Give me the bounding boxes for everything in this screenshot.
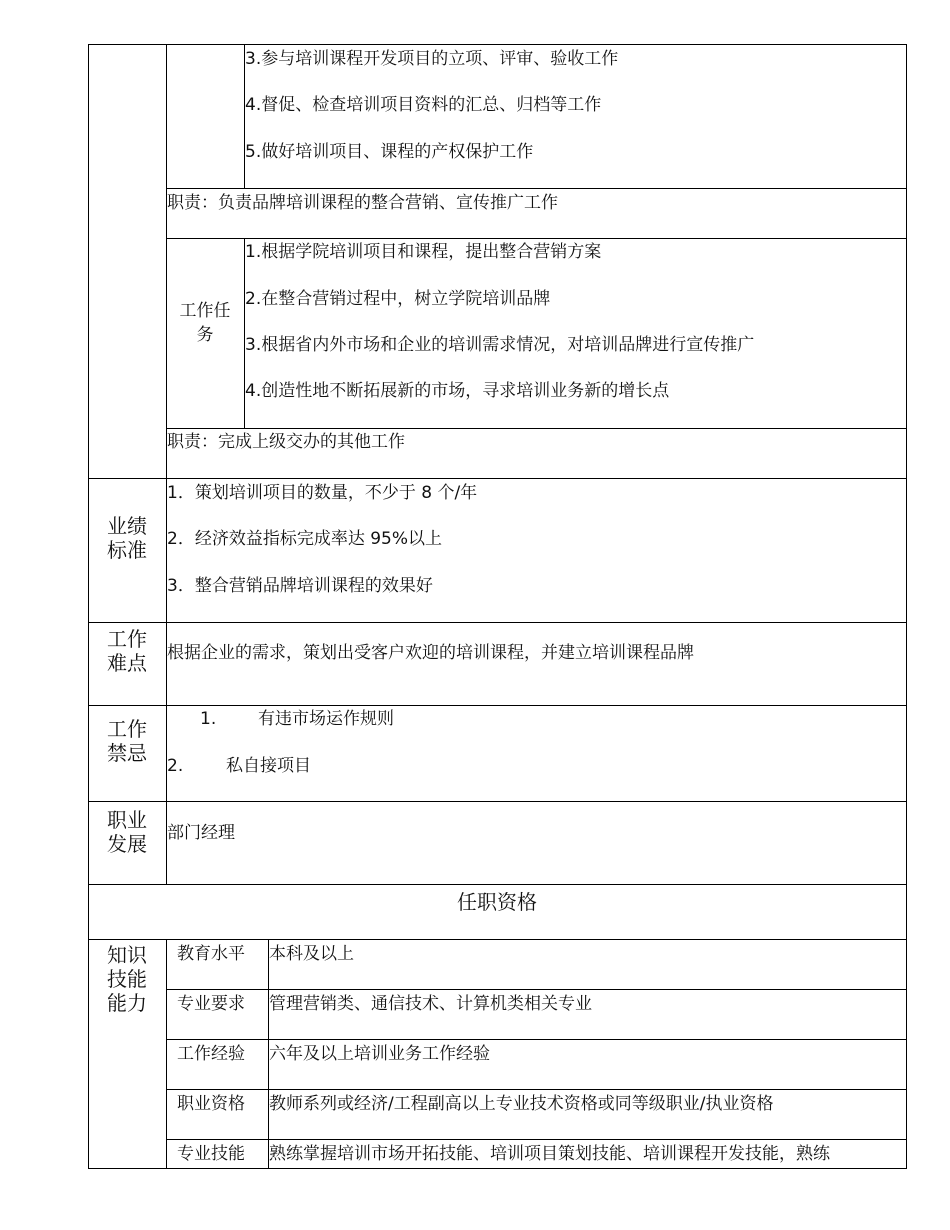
label-column-divider-bottom: [166, 940, 167, 1169]
table-right-border: [906, 44, 907, 1169]
qualifications-heading: 任职资格: [457, 890, 537, 914]
task-item: 3.参与培训课程开发项目的立项、评审、验收工作: [245, 49, 619, 69]
qualification-key: 教育水平: [177, 944, 245, 964]
qualification-value: 管理营销类、通信技术、计算机类相关专业: [269, 994, 592, 1014]
difficulty-text: 根据企业的需求，策划出受客户欢迎的培训课程，并建立培训课程品牌: [167, 643, 694, 663]
qualification-key: 专业要求: [177, 994, 245, 1014]
row-divider: [166, 428, 907, 429]
row-divider: [88, 884, 907, 885]
taboo-item-text: 私自接项目: [226, 756, 311, 776]
qualification-key: 职业资格: [177, 1094, 245, 1114]
task-item: 5.做好培训项目、课程的产权保护工作: [245, 142, 534, 162]
qualification-value: 本科及以上: [269, 944, 354, 964]
table-bottom-border: [88, 1168, 907, 1169]
performance-item: 3．整合营销品牌培训课程的效果好: [167, 576, 433, 596]
duty-title: 职责：负责品牌培训课程的整合营销、宣传推广工作: [167, 193, 558, 213]
performance-label: 业绩 标准: [107, 514, 147, 562]
table-top-border: [88, 44, 907, 45]
row-divider: [88, 622, 907, 623]
taboo-item-number: 1.: [200, 709, 217, 729]
row-divider: [166, 238, 907, 239]
qualification-key: 专业技能: [177, 1144, 245, 1164]
qualification-value: 熟练掌握培训市场开拓技能、培训项目策划技能、培训课程开发技能，熟练: [269, 1144, 830, 1164]
task-item: 4.创造性地不断拓展新的市场，寻求培训业务新的增长点: [245, 381, 670, 401]
performance-item: 2．经济效益指标完成率达 95%以上: [167, 529, 443, 549]
row-divider: [166, 188, 907, 189]
task-label: 工作任 务: [179, 301, 231, 345]
taboo-item-text: 有违市场运作规则: [258, 709, 394, 729]
row-divider: [166, 1039, 907, 1040]
task-item: 2.在整合营销过程中，树立学院培训品牌: [245, 289, 551, 309]
row-divider: [88, 705, 907, 706]
qualification-value: 教师系列或经济/工程副高以上专业技术资格或同等级职业/执业资格: [269, 1094, 774, 1114]
row-divider: [166, 1139, 907, 1140]
qualification-value: 六年及以上培训业务工作经验: [269, 1044, 490, 1064]
difficulty-label: 工作 难点: [107, 627, 147, 675]
taboo-label: 工作 禁忌: [107, 717, 147, 765]
row-divider: [166, 989, 907, 990]
row-divider: [88, 939, 907, 940]
qualifications-group-label: 知识 技能 能力: [107, 943, 147, 1015]
row-divider: [166, 1089, 907, 1090]
task-item: 1.根据学院培训项目和课程，提出整合营销方案: [245, 242, 602, 262]
task-item: 3.根据省内外市场和企业的培训需求情况，对培训品牌进行宣传推广: [245, 335, 755, 355]
row-divider: [88, 478, 907, 479]
performance-item: 1．策划培训项目的数量，不少于 8 个/年: [167, 483, 478, 503]
duty-title: 职责：完成上级交办的其他工作: [167, 432, 405, 452]
taboo-item-number: 2.: [167, 756, 184, 776]
career-text: 部门经理: [167, 823, 235, 843]
row-divider: [88, 801, 907, 802]
career-label: 职业 发展: [107, 808, 147, 856]
task-item: 4.督促、检查培训项目资料的汇总、归档等工作: [245, 95, 602, 115]
qualification-key: 工作经验: [177, 1044, 245, 1064]
